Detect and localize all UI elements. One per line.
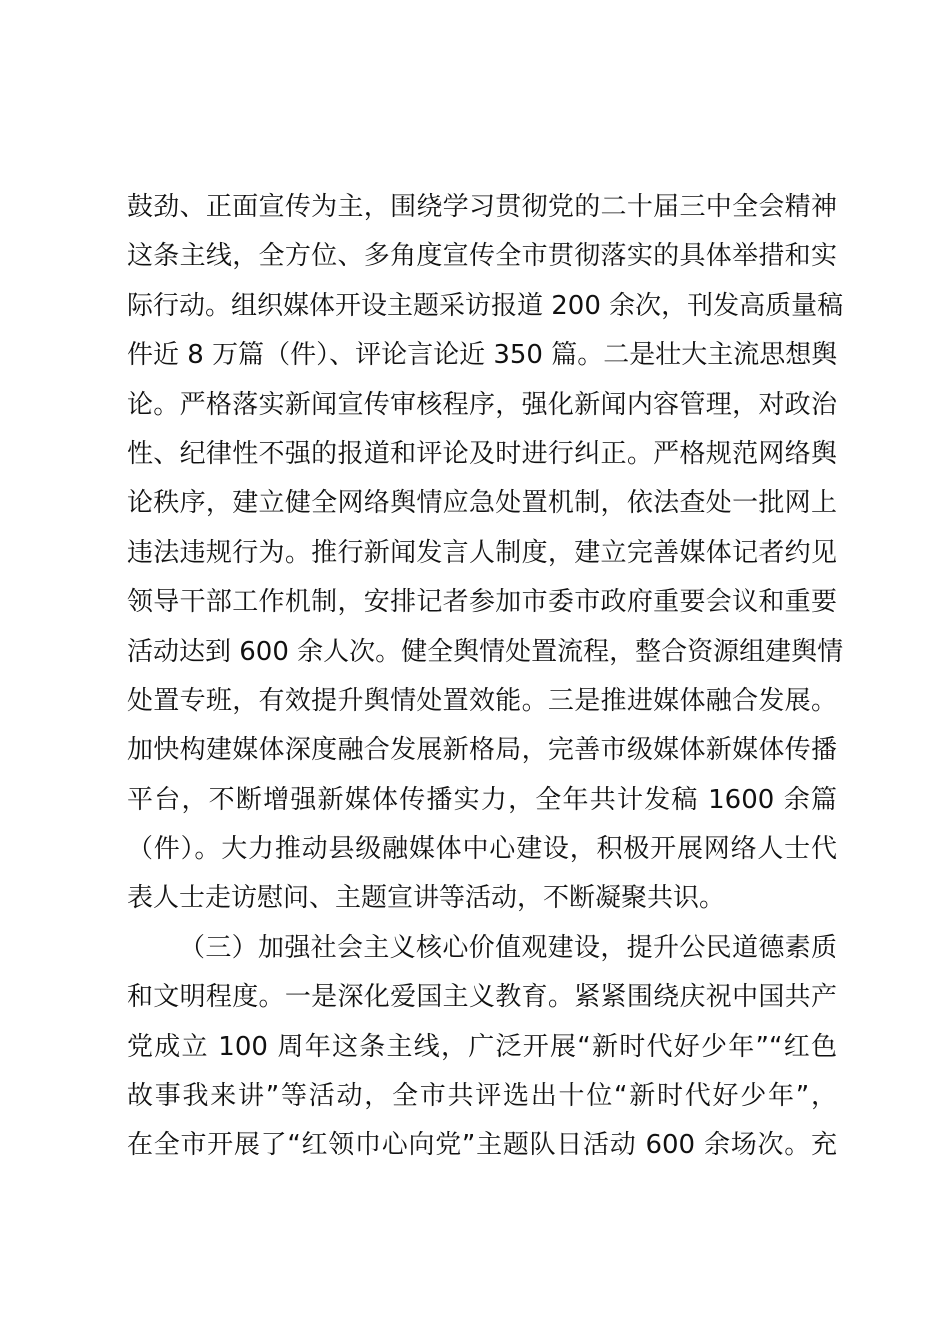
text-line: 和文明程度。一是深化爱国主义教育。紧紧围绕庆祝中国共产: [127, 982, 837, 1013]
text-line: 表人士走访慰问、主题宣讲等活动，不断凝聚共识。: [127, 883, 726, 914]
text-line: 论秩序，建立健全网络舆情应急处置机制，依法查处一批网上: [127, 488, 837, 519]
text-line: 加快构建媒体深度融合发展新格局，完善市级媒体新媒体传播: [127, 735, 837, 766]
text-line: 领导干部工作机制，安排记者参加市委市政府重要会议和重要: [127, 587, 837, 618]
text-line: 这条主线，全方位、多角度宣传全市贯彻落实的具体举措和实: [127, 241, 837, 272]
text-line: 平台，不断增强新媒体传播实力，全年共计发稿 1600 余篇: [127, 784, 837, 815]
text-line: 活动达到 600 余人次。健全舆情处置流程，整合资源组建舆情: [127, 636, 844, 667]
text-line: 处置专班，有效提升舆情处置效能。三是推进媒体融合发展。: [127, 685, 837, 716]
text-line: （三）加强社会主义核心价值观建设，提升公民道德素质: [179, 932, 837, 963]
text-line: 违法违规行为。推行新闻发言人制度，建立完善媒体记者约见: [127, 537, 837, 568]
text-line: 性、纪律性不强的报道和评论及时进行纠正。严格规范网络舆: [127, 438, 837, 469]
text-line: 故事我来讲”等活动，全市共评选出十位“新时代好少年”，: [127, 1081, 837, 1112]
text-line: 论。严格落实新闻宣传审核程序，强化新闻内容管理，对政治: [127, 389, 837, 420]
body-text: [127, 183, 844, 1171]
text-line: 鼓劲、正面宣传为主，围绕学习贯彻党的二十届三中全会精神: [127, 192, 837, 222]
text-line: 际行动。组织媒体开设主题采访报道 200 余次，刊发高质量稿: [127, 290, 844, 321]
text-line: （件）。大力推动县级融媒体中心建设，积极开展网络人士代: [127, 834, 837, 865]
text-line: 件近 8 万篇（件）、评论言论近 350 篇。二是壮大主流思想舆: [127, 340, 838, 371]
text-line: 在全市开展了“红领巾心向党”主题队日活动 600 余场次。充: [127, 1130, 837, 1161]
text-line: 党成立 100 周年这条主线，广泛开展“新时代好少年”“红色: [127, 1031, 837, 1062]
